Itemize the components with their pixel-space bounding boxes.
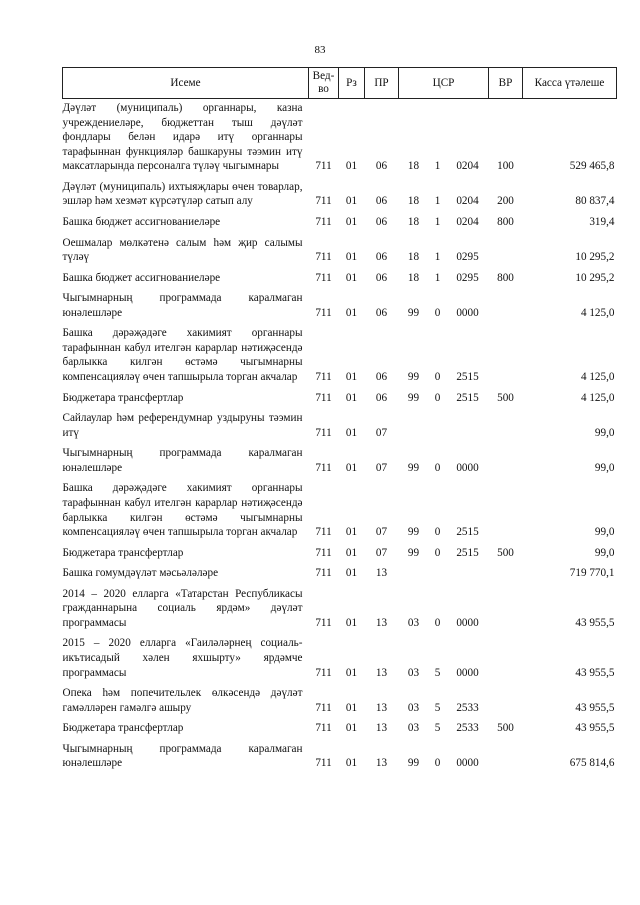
row-csr-direction: 2533 — [456, 701, 479, 714]
row-pr: 13 — [375, 722, 388, 735]
row-csr-direction: 0000 — [456, 306, 479, 319]
header-name: Исеме — [63, 68, 309, 99]
budget-table — [62, 67, 617, 775]
row-name: Дәүләт (муниципаль) органнары, казна учреждениеләре, бюджеттан тыш дәүләт фондлары белән идарә итү органнары тарафыннан функцияләр башкаруны тәэмин итү максатларында персоналга түләү чыгымнары — [62, 102, 303, 173]
row-csr-program: 99 — [407, 526, 420, 539]
row-pr: 06 — [375, 271, 388, 284]
row-ved: 711 — [315, 271, 332, 284]
row-name: Опека һәм попечительлек өлкәсендә дәүләт гамәлләрен гамәлгә ашыру — [62, 687, 303, 714]
row-name: Сайлаулар һәм референдумнар уздыруны тәэмин итү — [62, 412, 303, 439]
row-name: Чыгымнарның программада каралмаган юнәлешләре — [62, 742, 303, 770]
row-rz: 01 — [345, 195, 358, 208]
row-pr: 07 — [375, 526, 388, 539]
table-row — [63, 444, 617, 479]
row-csr-subprogram: 1 — [434, 271, 441, 284]
row-pr: 13 — [375, 701, 388, 714]
row-vr — [489, 564, 523, 585]
row-vr — [489, 409, 523, 444]
row-rz: 01 — [345, 426, 358, 439]
row-csr-subprogram: 1 — [434, 251, 441, 264]
row-csr-direction: 0295 — [456, 271, 479, 284]
row-sum: 43 955,5 — [575, 722, 615, 735]
row-csr-subprogram: 1 — [434, 215, 441, 228]
row-csr-program: 99 — [407, 461, 420, 474]
table-row — [63, 324, 617, 388]
row-csr-subprogram: 1 — [434, 160, 441, 173]
table-row — [63, 719, 617, 740]
row-rz: 01 — [345, 526, 358, 539]
row-name: Башка дәрәҗәдәге хакимият органнары тарафыннан кабул ителгән карарлар нәтиҗәсендә барлыкка килгән өстәмә чыгымнарны компенсацияләү өчен тапшырыла торган акчалар — [62, 327, 303, 383]
row-csr-direction: 0204 — [456, 160, 479, 173]
row-ved: 711 — [315, 546, 332, 559]
table-row — [63, 684, 617, 719]
row-csr-direction: 2533 — [456, 722, 479, 735]
row-csr-subprogram: 5 — [434, 722, 441, 735]
row-sum: 43 955,5 — [575, 616, 615, 629]
row-pr: 13 — [375, 567, 388, 580]
row-sum: 43 955,5 — [575, 666, 615, 679]
row-name: Башка гомумдәүләт мәсьәләләре — [62, 567, 219, 580]
table-row — [63, 740, 617, 775]
row-name: Башка бюджет ассигнованиеләре — [62, 215, 221, 228]
row-rz: 01 — [345, 371, 358, 383]
header-kassa: Касса үтәлеше — [523, 68, 617, 99]
table-row — [63, 479, 617, 543]
row-sum: 529 465,8 — [569, 160, 615, 173]
row-csr-program: 99 — [407, 757, 420, 770]
row-sum: 99,0 — [594, 461, 615, 474]
row-csr-direction: 0000 — [456, 757, 479, 770]
row-csr-subprogram: 0 — [434, 616, 441, 629]
row-name: Оешмалар мөлкәтенә салым һәм җир салымы түләү — [62, 236, 303, 264]
row-vr — [489, 324, 523, 388]
row-rz: 01 — [345, 271, 358, 284]
header-rz: Рз — [339, 68, 365, 99]
row-ved: 711 — [315, 526, 332, 539]
row-rz: 01 — [345, 722, 358, 735]
row-ved: 711 — [315, 215, 332, 228]
row-sum: 4 125,0 — [580, 306, 615, 319]
row-csr-program: 18 — [407, 271, 420, 284]
row-csr-program: 18 — [407, 215, 420, 228]
row-name: 2015 – 2020 елларга «Гаиләләрнең социаль-икътисадый хәлен яхшырту» ярдәмче программасы — [62, 637, 303, 679]
row-csr-direction — [447, 409, 489, 444]
row-vr: 800 — [497, 271, 514, 284]
table-row — [63, 289, 617, 324]
row-csr-direction: 2515 — [456, 391, 479, 404]
row-ved: 711 — [315, 306, 332, 319]
table-row — [63, 178, 617, 213]
row-csr-direction — [447, 564, 489, 585]
row-ved: 711 — [315, 426, 332, 439]
row-csr-program: 03 — [407, 722, 420, 735]
row-pr: 06 — [375, 391, 388, 404]
row-csr-subprogram: 5 — [434, 701, 441, 714]
row-pr: 13 — [375, 616, 388, 629]
row-sum: 4 125,0 — [580, 391, 615, 404]
row-rz: 01 — [345, 567, 358, 580]
row-csr-program: 18 — [407, 251, 420, 264]
row-ved: 711 — [315, 567, 332, 580]
row-rz: 01 — [345, 757, 358, 770]
row-rz: 01 — [345, 251, 358, 264]
table-body — [63, 99, 617, 775]
row-rz: 01 — [345, 306, 358, 319]
row-pr: 07 — [375, 546, 388, 559]
row-csr-direction: 0204 — [456, 215, 479, 228]
row-sum: 675 814,6 — [569, 757, 615, 770]
row-name: 2014 – 2020 елларга «Татарстан Республикасы гражданнарына социаль ярдәм» дәүләт программасы — [62, 587, 303, 629]
row-pr: 07 — [375, 461, 388, 474]
row-sum: 99,0 — [594, 426, 615, 439]
row-name: Башка бюджет ассигнованиеләре — [62, 271, 221, 284]
row-csr-program: 18 — [407, 160, 420, 173]
table-row — [63, 234, 617, 269]
row-csr-program: 03 — [407, 616, 420, 629]
row-vr: 500 — [497, 391, 514, 404]
row-vr — [489, 684, 523, 719]
table-row — [63, 409, 617, 444]
row-vr: 100 — [497, 160, 514, 173]
row-ved: 711 — [315, 461, 332, 474]
row-name: Бюджетара трансфертлар — [62, 546, 184, 559]
row-ved: 711 — [315, 722, 332, 735]
table-header — [63, 68, 617, 99]
row-sum: 99,0 — [594, 546, 615, 559]
row-ved: 711 — [315, 195, 332, 208]
header-pr: ПР — [365, 68, 399, 99]
row-ved: 711 — [315, 160, 332, 173]
row-csr-subprogram: 1 — [434, 195, 441, 208]
row-pr: 07 — [375, 426, 388, 439]
row-sum: 43 955,5 — [575, 701, 615, 714]
row-vr — [489, 479, 523, 543]
table-row — [63, 634, 617, 684]
row-csr-direction: 2515 — [456, 546, 479, 559]
row-rz: 01 — [345, 215, 358, 228]
row-sum: 10 295,2 — [575, 271, 615, 284]
table-row — [63, 269, 617, 290]
row-vr — [489, 444, 523, 479]
row-ved: 711 — [315, 666, 332, 679]
row-pr: 06 — [375, 306, 388, 319]
row-csr-subprogram: 0 — [434, 306, 441, 319]
row-csr-subprogram: 5 — [434, 666, 441, 679]
row-csr-subprogram — [429, 409, 447, 444]
row-name: Бюджетара трансфертлар — [62, 722, 184, 735]
row-pr: 06 — [375, 195, 388, 208]
row-rz: 01 — [345, 546, 358, 559]
row-csr-program: 99 — [407, 546, 420, 559]
row-vr: 800 — [497, 215, 514, 228]
row-rz: 01 — [345, 701, 358, 714]
row-rz: 01 — [345, 461, 358, 474]
row-csr-direction: 0000 — [456, 461, 479, 474]
row-csr-direction: 2515 — [456, 526, 479, 539]
row-csr-program: 99 — [407, 371, 420, 383]
row-csr-subprogram: 0 — [434, 391, 441, 404]
row-pr: 06 — [375, 371, 388, 383]
row-sum: 10 295,2 — [575, 251, 615, 264]
row-vr — [489, 289, 523, 324]
row-csr-direction: 2515 — [456, 371, 479, 383]
row-sum: 719 770,1 — [569, 567, 615, 580]
row-csr-program: 99 — [407, 391, 420, 404]
row-csr-program: 99 — [407, 306, 420, 319]
table-row — [63, 213, 617, 234]
table-row — [63, 585, 617, 635]
row-csr-subprogram — [429, 564, 447, 585]
row-name: Чыгымнарның программада каралмаган юнәлешләре — [62, 292, 303, 319]
row-sum: 80 837,4 — [575, 195, 615, 208]
row-csr-direction: 0204 — [456, 195, 479, 208]
row-csr-subprogram: 0 — [434, 371, 441, 383]
row-csr-direction: 0000 — [456, 616, 479, 629]
row-rz: 01 — [345, 666, 358, 679]
header-csr: ЦСР — [399, 68, 489, 99]
row-csr-program: 18 — [407, 195, 420, 208]
row-ved: 711 — [315, 371, 332, 383]
row-csr-program: 03 — [407, 666, 420, 679]
table-row — [63, 99, 617, 178]
row-pr: 06 — [375, 160, 388, 173]
row-csr-subprogram: 0 — [434, 526, 441, 539]
row-vr — [489, 740, 523, 775]
row-ved: 711 — [315, 757, 332, 770]
row-csr-subprogram: 0 — [434, 461, 441, 474]
row-name: Бюджетара трансфертлар — [62, 391, 184, 404]
row-csr-program: 03 — [407, 701, 420, 714]
table-row — [63, 544, 617, 565]
row-name: Дәүләт (муниципаль) ихтыяҗлары өчен товарлар, эшләр һәм хезмәт күрсәтүләр сатып алу — [62, 180, 303, 208]
row-rz: 01 — [345, 391, 358, 404]
row-vr — [489, 234, 523, 269]
page-number: 83 — [314, 44, 326, 56]
row-sum: 99,0 — [594, 526, 615, 539]
row-pr: 13 — [375, 666, 388, 679]
row-vr: 500 — [497, 546, 514, 559]
row-ved: 711 — [315, 391, 332, 404]
row-rz: 01 — [345, 160, 358, 173]
row-vr — [489, 634, 523, 684]
row-csr-program — [399, 564, 429, 585]
row-ved: 711 — [315, 251, 332, 264]
row-pr: 06 — [375, 215, 388, 228]
row-name: Башка дәрәҗәдәге хакимият органнары тарафыннан кабул ителгән карарлар нәтиҗәсендә барлыкка килгән өстәмә чыгымнарны компенсацияләү өчен тапшырыла торган акчалар — [62, 482, 303, 539]
row-csr-direction: 0295 — [456, 251, 479, 264]
row-csr-subprogram: 0 — [434, 546, 441, 559]
row-sum: 319,4 — [589, 215, 615, 228]
table-row — [63, 389, 617, 410]
row-sum: 4 125,0 — [580, 371, 615, 383]
header-ved: Вед-во — [309, 68, 339, 99]
row-csr-subprogram: 0 — [434, 757, 441, 770]
row-vr: 200 — [497, 195, 514, 208]
row-name: Чыгымнарның программада каралмаган юнәлешләре — [62, 447, 303, 474]
row-csr-direction: 0000 — [456, 666, 479, 679]
row-pr: 13 — [375, 757, 388, 770]
row-ved: 711 — [315, 616, 332, 629]
table-row — [63, 564, 617, 585]
row-ved: 711 — [315, 701, 332, 714]
row-csr-program — [399, 409, 429, 444]
header-vr: ВР — [489, 68, 523, 99]
row-pr: 06 — [375, 251, 388, 264]
row-rz: 01 — [345, 616, 358, 629]
row-vr — [489, 585, 523, 635]
row-vr: 500 — [497, 722, 514, 735]
